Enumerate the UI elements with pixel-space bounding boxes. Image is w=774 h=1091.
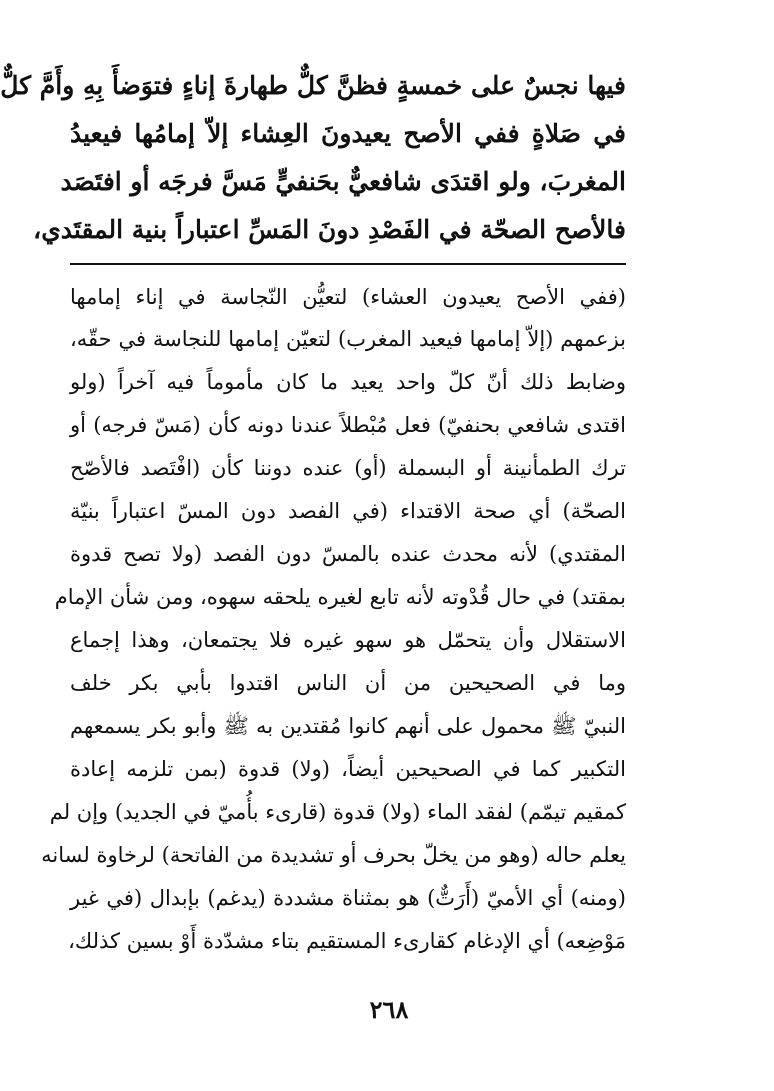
commentary-line: اقتدى شافعي بحنفيّ) فعل مُبْطلاً عندنا دونه كأن (مَسّ فرجه) أو (70, 413, 626, 437)
commentary-line: المقتدي) لأنه محدث عنده بالمسّ دون الفصد (ولا تصح قدوة (70, 542, 626, 566)
commentary-line: وضابط ذلك أنّ كلّ واحد يعيد ما كان مأموماً فيه آخراً (ولو (70, 370, 626, 394)
commentary-line: بزعمهم (إلاّ إمامها فيعيد المغرب) لتعيّن إمامها للنجاسة في حقّه، (70, 327, 626, 351)
commentary-line: يعلم حاله (وهو من يخلّ بحرف أو تشديدة من الفاتحة) لرخاوة لسانه (41, 843, 626, 867)
commentary-line: (ومنه) أي الأميّ (أَرَتٌّ) هو بمثناة مشددة (يدغم) بإبدال (في غير (70, 886, 626, 910)
main-text-line: فالأصح الصحّة في الفَصْدِ دونَ المَسِّ اعتباراً بنية المقتَدي، (33, 215, 626, 244)
main-text-line: المغربَ، ولو اقتدَى شافعيٌّ بحَنفيٍّ مَسَّ فرجَه أو افتَصَد (60, 167, 626, 196)
commentary-line: الاستقلال وأن يتحمّل هو سهو غيره فلا يجتمعان، وهذا إجماع (70, 628, 626, 652)
commentary-line: وما في الصحيحين من أن الناس اقتدوا بأبي بكر خلف (70, 671, 626, 695)
commentary-line: بمقتد) في حال قُدْوته لأنه تابع لغيره يلحقه سهوه، ومن شأن الإمام (54, 585, 626, 609)
main-text-line: في صَلاةٍ ففي الأصح يعيدونَ العِشاء إلاّ إمامُها فيعيدُ (70, 119, 626, 148)
commentary-line: النبيّ ﷺ محمول على أنهم كانوا مُقتدين به ﷺ وأبو بكر يسمعهم (70, 714, 626, 738)
commentary-line: (ففي الأصح يعيدون العشاء) لتعيُّن النّجاسة في إناء إمامها (70, 285, 626, 309)
commentary-line: مَوْضِعه) أي الإدغام كقارىء المستقيم بتاء مشدّدة أَوْ بسين كذلك، (68, 929, 626, 953)
main-text-line: فيها نجسٌ على خمسةٍ فظنَّ كلٌّ طهارةَ إناءٍ فتوَضأَ بِهِ وأَمَّ كلٌّ (0, 71, 626, 100)
commentary-line: الصحّة) أي صحة الاقتداء (في الفصد دون المسّ اعتباراً بنيّة (70, 499, 626, 523)
commentary-line: كمقيم تيمّم) لفقد الماء (ولا) قدوة (قارىء بأُميّ في الجديد) وإن لم (49, 800, 626, 824)
commentary-line: ترك الطمأنينة أو البسملة (أو) عنده دوننا كأن (افْتَصد فالأصّح (70, 456, 626, 480)
separator-line (70, 263, 626, 265)
commentary-line: التكبير كما في الصحيحين أيضاً، (ولا) قدوة (بمن تلزمه إعادة (70, 757, 626, 781)
page-number: ٢٦٨ (369, 995, 409, 1024)
